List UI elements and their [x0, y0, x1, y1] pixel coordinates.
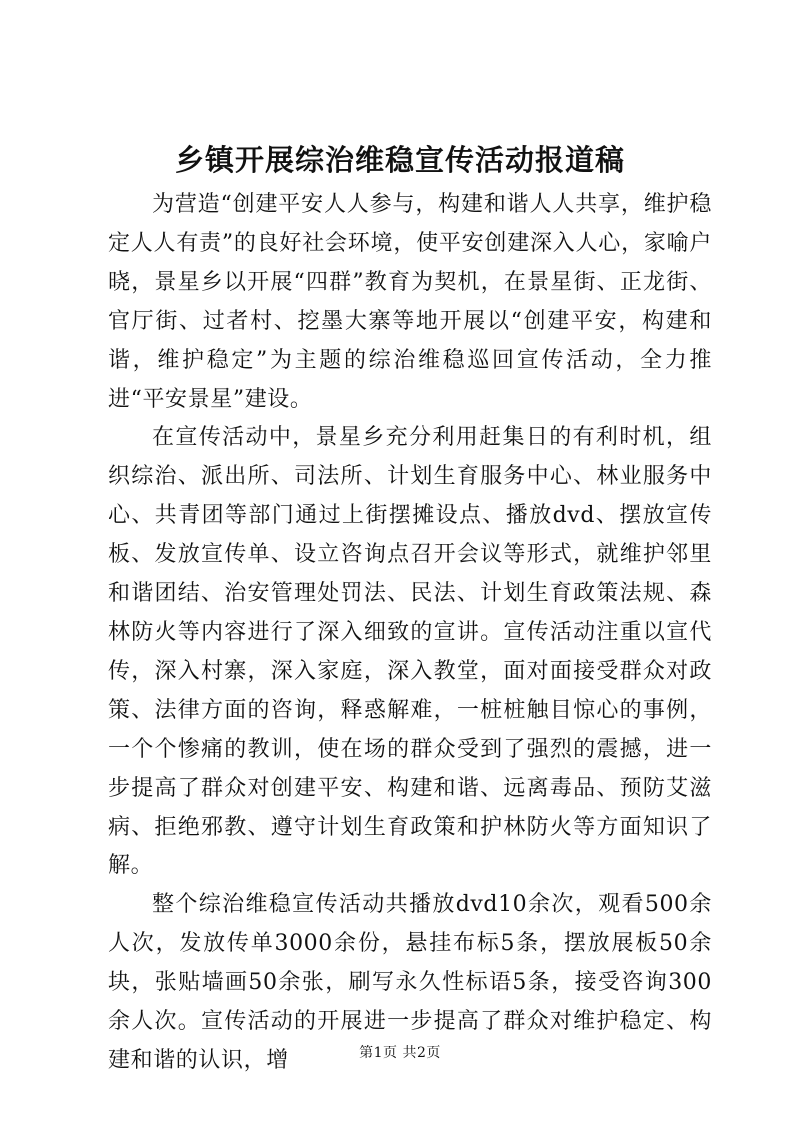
document-body: [108, 186, 712, 1081]
paragraph-3: 整个综治维稳宣传活动共播放dvd10余次，观看500余人次，发放传单3000余份，悬挂布标5条，摆放展板50余块，张贴墙画50余张，刷写永久性标语5条，接受咨询300余人次。宣传活动的开展进一步提高了群众对维护稳定、构建和谐的认识，增: [108, 892, 712, 1073]
document-title: 乡镇开展综治维稳宣传活动报道稿: [174, 143, 625, 177]
paragraph-2: 在宣传活动中，景星乡充分利用赶集日的有利时机，组织综治、派出所、司法所、计划生育服务中心、林业服务中心、共青团等部门通过上街摆摊设点、播放dvd、摆放宣传板、发放宣传单、设立咨询点召开会议等形式，就维护邻里和谐团结、治安管理处罚法、民法、计划生育政策法规、森林防火等内容进行了深入细致的宣讲。宣传活动注重以宣代传，深入村寨，深入家庭，深入教堂，面对面接受群众对政策、法律方面的咨询，释惑解难，一桩桩触目惊心的事例，一个个惨痛的教训，使在场的群众受到了强烈的震撼，进一步提高了群众对创建平安、构建和谐、远离毒品、预防艾滋病、拒绝邪教、遵守计划生育政策和护林防火等方面知识了解。: [108, 425, 712, 879]
page-number-footer: 第1页 共2页: [359, 1045, 441, 1061]
paragraph-1: 为营造“创建平安人人参与，构建和谐人人共享，维护稳定人人有责”的良好社会环境，使平安创建深入人心，家喻户晓，景星乡以开展“四群”教育为契机，在景星街、正龙街、官厅街、过者村、挖墨大寨等地开展以“创建平安，构建和谐，维护稳定”为主题的综治维稳巡回宣传活动，全力推进“平安景星”建设。: [108, 192, 712, 412]
